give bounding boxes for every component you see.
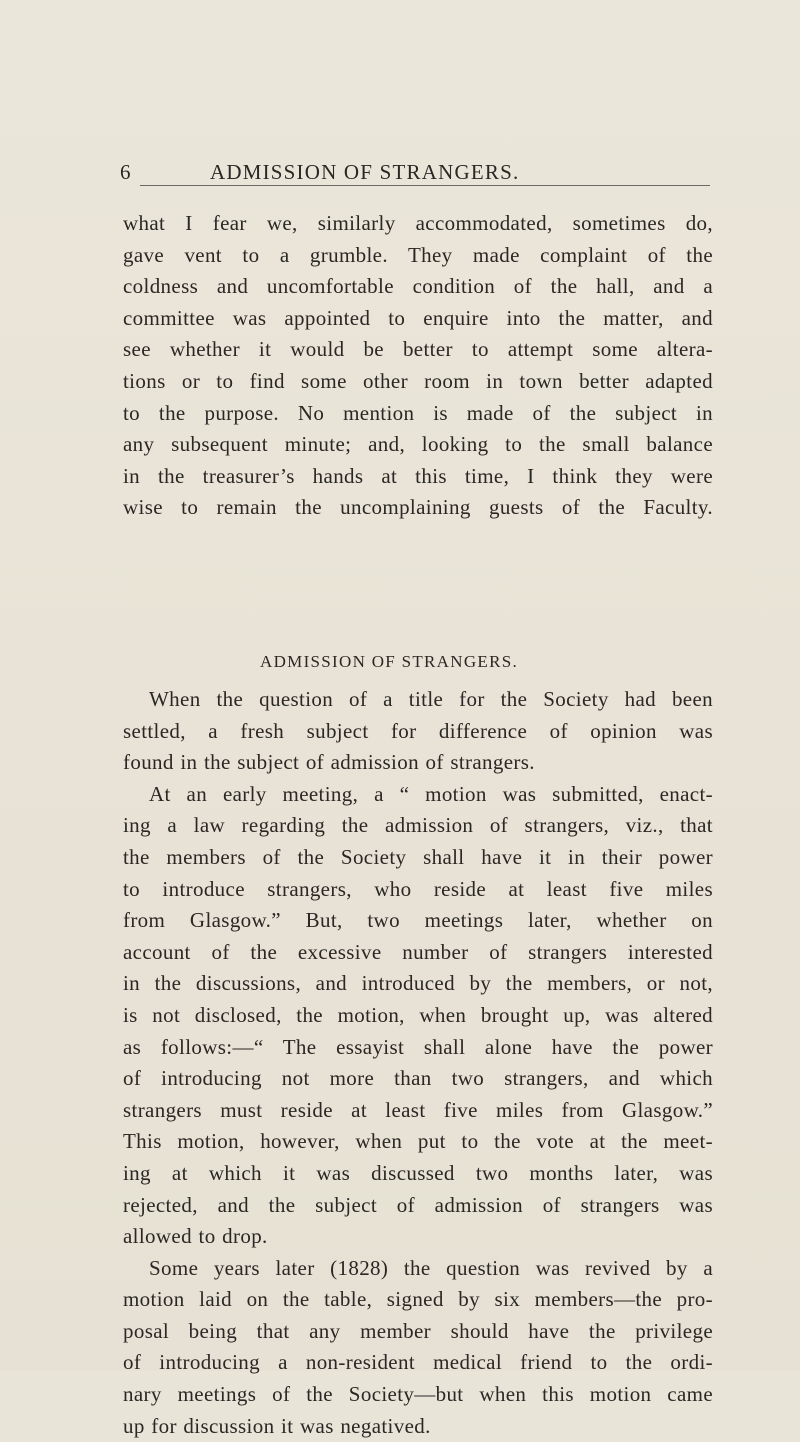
text-line: from Glasgow.” But, two meetings later, whether on xyxy=(123,908,713,933)
text-line: up for discussion it was negatived. xyxy=(123,1413,431,1438)
text-line: tions or to find some other room in town better adapted xyxy=(123,368,713,393)
text-line: settled, a fresh subject for difference of opinion was xyxy=(123,718,713,743)
text-line: in the treasurer’s hands at this time, I think they were xyxy=(123,463,713,488)
section-heading: ADMISSION OF STRANGERS. xyxy=(260,652,519,671)
text-line: is not disclosed, the motion, when brought up, was altered xyxy=(123,1002,713,1027)
section-body xyxy=(123,684,713,1442)
text-line: of introducing a non-resident medical friend to the ordi- xyxy=(123,1350,713,1375)
page-number: 6 xyxy=(120,160,131,184)
text-line: gave vent to a grumble. They made complaint of the xyxy=(123,242,713,267)
text-line: ing at which it was discussed two months later, was xyxy=(123,1160,713,1185)
text-line: strangers must reside at least five miles from Glasgow.” xyxy=(123,1097,713,1122)
text-line: ing a law regarding the admission of strangers, viz., that xyxy=(123,813,713,838)
text-line: At an early meeting, a “ motion was submitted, enact- xyxy=(149,781,713,806)
text-line: rejected, and the subject of admission of strangers was xyxy=(123,1192,713,1217)
text-line: to the purpose. No mention is made of the subject in xyxy=(123,400,713,425)
text-line: any subsequent minute; and, looking to the small balance xyxy=(123,432,713,457)
text-line: in the discussions, and introduced by the members, or not, xyxy=(123,971,713,996)
text-line: as follows:—“ The essayist shall alone have the power xyxy=(123,1034,713,1059)
text-line: the members of the Society shall have it in their power xyxy=(123,844,713,869)
text-line: wise to remain the uncomplaining guests of the Faculty. xyxy=(123,495,713,520)
text-line: Some years later (1828) the question was revived by a xyxy=(149,1255,713,1280)
text-line: found in the subject of admission of strangers. xyxy=(123,750,535,775)
running-title: ADMISSION OF STRANGERS. xyxy=(210,160,520,184)
text-line: what I fear we, similarly accommodated, sometimes do, xyxy=(123,211,713,235)
text-line: This motion, however, when put to the vote at the meet- xyxy=(123,1129,713,1154)
paragraph-1 xyxy=(123,208,713,524)
text-line: allowed to drop. xyxy=(123,1224,268,1249)
text-line: coldness and uncomfortable condition of the hall, and a xyxy=(123,274,713,299)
text-line: of introducing not more than two strangers, and which xyxy=(123,1066,713,1091)
text-line: see whether it would be better to attempt some altera- xyxy=(123,337,713,362)
text-line: motion laid on the table, signed by six members—the pro- xyxy=(123,1287,713,1312)
text-line: nary meetings of the Society—but when this motion came xyxy=(123,1382,713,1407)
header-rule xyxy=(140,185,710,186)
text-line: to introduce strangers, who reside at least five miles xyxy=(123,876,713,901)
text-line: posal being that any member should have the privilege xyxy=(123,1318,713,1343)
text-line: account of the excessive number of strangers interested xyxy=(123,939,713,964)
text-line: committee was appointed to enquire into the matter, and xyxy=(123,305,713,330)
text-line: When the question of a title for the Society had been xyxy=(149,687,713,711)
